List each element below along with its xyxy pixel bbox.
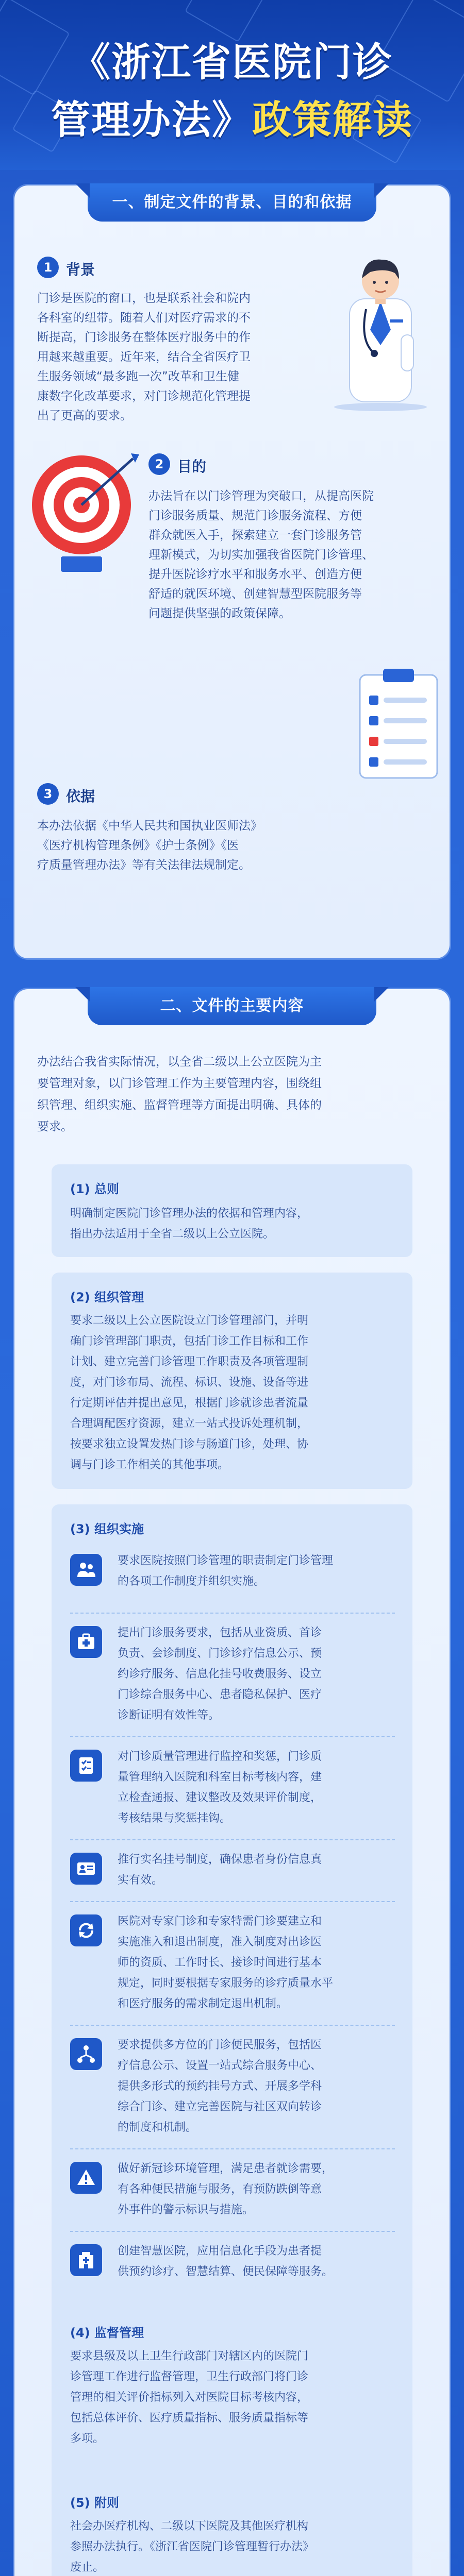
card-text bbox=[70, 1311, 395, 1476]
text-line: 实有效。 bbox=[118, 1874, 163, 1887]
impl-item bbox=[70, 2035, 400, 2143]
text-line: 《医疗机构管理条例》《护士条例》《医 bbox=[37, 839, 239, 852]
text-line: 的制度和机制。 bbox=[118, 2121, 197, 2134]
text-line: 计划、建立完善门诊管理工作职责及各项管理制 bbox=[70, 1355, 309, 1368]
number-badge: 2 bbox=[148, 453, 170, 475]
text-line: 的各项工作制度并组织实施。 bbox=[118, 1575, 266, 1588]
card-title: (4) 监督管理 bbox=[70, 2326, 144, 2340]
impl-text bbox=[118, 1850, 400, 1891]
text-line: 考核结果与奖惩挂钩。 bbox=[118, 1812, 231, 1825]
text-line: 要求二级以上公立医院设立门诊管理部门，并明 bbox=[70, 1314, 309, 1327]
target-illustration bbox=[30, 443, 143, 577]
text-line: 要求医院按照门诊管理的职责制定门诊管理 bbox=[118, 1554, 334, 1567]
section1-heading: 一、制定文件的背景、目的和依据 bbox=[88, 183, 376, 222]
divider bbox=[70, 2148, 395, 2149]
checklist-icon bbox=[70, 1750, 102, 1782]
text-line: 创建智慧医院，应用信息化手段为患者提 bbox=[118, 2245, 322, 2258]
text-line: 问题提供坚强的政策保障。 bbox=[148, 607, 291, 620]
text-line: 师的资质、工作时长、接诊时间进行基本 bbox=[118, 1956, 322, 1969]
impl-item bbox=[70, 2241, 400, 2287]
text-line: 门诊是医院的窗口，也是联系社会和院内 bbox=[37, 292, 251, 305]
page-title-line1: 《浙江省医院门诊 bbox=[71, 39, 393, 85]
number-badge: 3 bbox=[37, 783, 59, 805]
text-line: 合理调配医疗资源，建立一站式投诉处理机制， bbox=[70, 1417, 309, 1430]
text-line: 群众就医入手，探索建立一套门诊服务管 bbox=[148, 529, 362, 542]
impl-item bbox=[70, 1747, 400, 1834]
basis-title: 依据 bbox=[66, 788, 95, 805]
section-main-content bbox=[14, 989, 450, 2576]
text-line: 确门诊管理部门职责，包括门诊工作目标和工作 bbox=[70, 1335, 309, 1348]
text-line: 供预约诊疗、智慧结算、便民保障等服务。 bbox=[118, 2265, 334, 2278]
impl-text bbox=[118, 1747, 400, 1829]
number-badge: 1 bbox=[37, 257, 59, 278]
text-line: 废止。 bbox=[70, 2561, 105, 2574]
text-line: 对门诊质量管理进行监控和奖惩，门诊质 bbox=[118, 1750, 322, 1763]
text-line: 约诊疗服务、信息化挂号收费服务、设立 bbox=[118, 1668, 322, 1681]
impl-item bbox=[70, 1551, 400, 1602]
doctor-illustration bbox=[324, 242, 437, 412]
text-line: 生服务领域“最多跑一次”改革和卫生健 bbox=[37, 370, 239, 383]
text-line: 立检查通报、建议整改及效果评价制度， bbox=[118, 1791, 322, 1804]
text-line: 断提高，门诊服务在整体医疗服务中的作 bbox=[37, 331, 251, 344]
text-line: 包括总体评价、医疗质量指标、服务质量指标等 bbox=[70, 2412, 309, 2425]
divider bbox=[70, 2231, 395, 2232]
text-line: 门诊服务质量、规范门诊服务流程、方便 bbox=[148, 509, 362, 522]
section2-heading: 二、文件的主要内容 bbox=[88, 987, 376, 1025]
text-line: 各科室的纽带。随着人们对医疗需求的不 bbox=[37, 311, 251, 325]
text-line: 调与门诊工作相关的其他事项。 bbox=[70, 1459, 229, 1471]
id-card-icon bbox=[70, 1853, 102, 1885]
card-general bbox=[52, 1164, 412, 1257]
refresh-icon bbox=[70, 1914, 102, 1946]
text-line: 提供多形式的预约挂号方式、开展多学科 bbox=[118, 2080, 322, 2093]
card-org-management bbox=[52, 1273, 412, 1489]
network-icon bbox=[70, 2038, 102, 2070]
text-line: 管理的相关评价指标列入对医院目标考核内容， bbox=[70, 2391, 309, 2404]
text-line: 理新模式，为切实加强我省医院门诊管理、 bbox=[148, 548, 374, 562]
text-line: 门诊综合服务中心、患者隐私保护、医疗 bbox=[118, 1688, 322, 1701]
text-line: 出了更高的要求。 bbox=[37, 409, 132, 422]
impl-text bbox=[118, 2035, 400, 2138]
divider bbox=[70, 1613, 395, 1614]
background-text bbox=[37, 289, 305, 426]
goal-text bbox=[148, 486, 437, 623]
impl-text bbox=[118, 1551, 400, 1592]
text-line: 提升医院诊疗水平和服务水平、创造方便 bbox=[148, 568, 362, 581]
text-line: 规定，同时要根据专家服务的诊疗质量水平 bbox=[118, 1977, 334, 1990]
text-line: 医院对专家门诊和专家特需门诊要建立和 bbox=[118, 1915, 322, 1928]
text-line: 办法结合我省实际情况，以全省二级以上公立医院为主 bbox=[37, 1055, 322, 1069]
text-line: 推行实名挂号制度，确保患者身份信息真 bbox=[118, 1853, 322, 1866]
text-line: 负责、会诊制度、门诊诊疗信息公示、预 bbox=[118, 1647, 322, 1660]
text-line: 明确制定医院门诊管理办法的依据和管理内容， bbox=[70, 1207, 309, 1220]
text-line: 办法旨在以门诊管理为突破口，从提高医院 bbox=[148, 489, 374, 503]
text-line: 参照办法执行。《浙江省医院门诊管理暂行办法》 bbox=[70, 2540, 314, 2553]
impl-text bbox=[118, 1623, 400, 1726]
text-line: 舒适的就医环境、创建智慧型医院服务等 bbox=[148, 587, 362, 601]
impl-text bbox=[118, 2159, 400, 2221]
text-line: 要求县级及以上卫生行政部门对辖区内的医院门 bbox=[70, 2350, 309, 2363]
text-line: 社会办医疗机构、二级以下医院及其他医疗机构 bbox=[70, 2520, 309, 2533]
text-line: 本办法依据《中华人民共和国执业医师法》 bbox=[37, 819, 262, 833]
text-line: 诊断证明有效性等。 bbox=[118, 1709, 220, 1722]
intro-text bbox=[37, 1051, 429, 1138]
text-line: 外事件的警示标识与措施。 bbox=[118, 2204, 254, 2216]
text-line: 度，对门诊布局、流程、标识、设施、设备等进 bbox=[70, 1376, 309, 1389]
card-title: (3) 组织实施 bbox=[70, 1522, 144, 1536]
text-line: 疗质量管理办法》等有关法律法规制定。 bbox=[37, 858, 251, 872]
impl-item bbox=[70, 1623, 400, 1731]
page-title-line2 bbox=[0, 89, 464, 145]
divider bbox=[70, 2025, 395, 2026]
card-title: (5) 附则 bbox=[70, 2496, 119, 2510]
card-supervision bbox=[52, 2308, 412, 2463]
impl-text bbox=[118, 2241, 400, 2282]
impl-item bbox=[70, 2159, 400, 2226]
text-line: 综合门诊、建立完善医院与社区双向转诊 bbox=[118, 2100, 322, 2113]
text-line: 诊管理工作进行监督管理，卫生行政部门将门诊 bbox=[70, 2370, 309, 2383]
divider bbox=[70, 1901, 395, 1902]
impl-item bbox=[70, 1911, 400, 2020]
card-text bbox=[70, 2516, 395, 2576]
card-text bbox=[70, 2346, 395, 2449]
page-title-highlight: 政策解读 bbox=[252, 97, 413, 143]
text-line: 要管理对象，以门诊管理工作为主要管理内容，围绕组 bbox=[37, 1077, 322, 1090]
text-line: 要求提供多方位的门诊便民服务，包括医 bbox=[118, 2039, 322, 2052]
text-line: 有各种便民措施与服务，有预防跌倒等意 bbox=[118, 2183, 322, 2196]
text-line: 实施准入和退出制度，准入制度对出诊医 bbox=[118, 1936, 322, 1948]
text-line: 织管理、组织实施、监督管理等方面提出明确、具体的 bbox=[37, 1098, 322, 1112]
text-line: 按要求独立设置发热门诊与肠道门诊，处理、协 bbox=[70, 1438, 309, 1451]
divider bbox=[70, 1736, 395, 1737]
background-title: 背景 bbox=[66, 261, 95, 278]
text-line: 疗信息公示、设置一站式综合服务中心、 bbox=[118, 2059, 322, 2072]
text-line: 提出门诊服务要求，包括从业资质、首诊 bbox=[118, 1626, 322, 1639]
impl-text bbox=[118, 1911, 400, 2014]
card-appendix bbox=[52, 2478, 412, 2576]
page-title-part-a: 管理办法》 bbox=[51, 97, 252, 143]
text-line: 行定期评估并提出意见，根据门诊就诊患者流量 bbox=[70, 1397, 309, 1410]
medical-kit-icon bbox=[70, 1626, 102, 1658]
warning-icon bbox=[70, 2162, 102, 2194]
users-icon bbox=[70, 1554, 102, 1586]
hero-banner bbox=[0, 0, 464, 170]
card-text bbox=[70, 1204, 395, 1245]
section-background bbox=[14, 185, 450, 958]
impl-item bbox=[70, 1850, 400, 1896]
divider bbox=[70, 1839, 395, 1840]
hospital-icon bbox=[70, 2244, 102, 2276]
text-line: 用越来越重要。近年来，结合全省医疗卫 bbox=[37, 350, 251, 364]
text-line: 和医疗服务的需求制定退出机制。 bbox=[118, 1997, 288, 2010]
text-line: 量管理纳入医院和科室目标考核内容，建 bbox=[118, 1771, 322, 1784]
basis-text bbox=[37, 816, 357, 875]
goal-title: 目的 bbox=[177, 458, 207, 475]
card-title: (1) 总则 bbox=[70, 1182, 119, 1196]
text-line: 做好新冠诊环境管理，满足患者就诊需要， bbox=[118, 2162, 334, 2175]
text-line: 多项。 bbox=[70, 2432, 105, 2445]
card-title: (2) 组织管理 bbox=[70, 1290, 144, 1304]
text-line: 康数字化改革要求，对门诊规范化管理提 bbox=[37, 389, 251, 403]
clipboard-illustration bbox=[355, 665, 442, 783]
text-line: 要求。 bbox=[37, 1120, 73, 1133]
text-line: 指出办法适用于全省二级以上公立医院。 bbox=[70, 1228, 275, 1241]
